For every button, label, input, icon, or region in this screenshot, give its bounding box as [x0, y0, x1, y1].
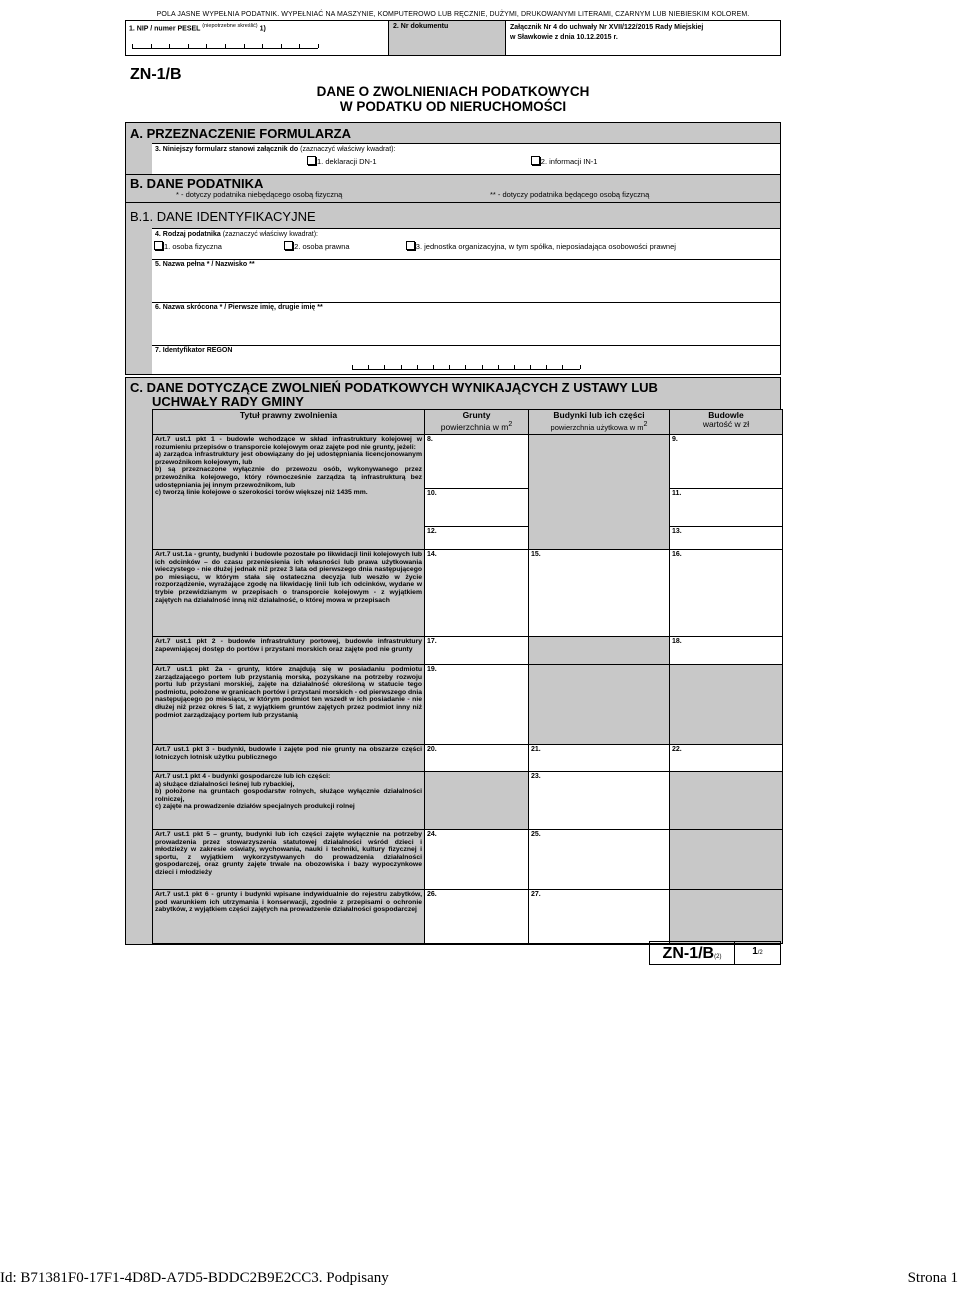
- checkbox-in1[interactable]: [531, 156, 540, 165]
- cell-21[interactable]: 21.: [529, 745, 670, 772]
- row-7-description: Art.7 ust.1 pkt 5 – grunty, budynki lub ich części zajęte wyłącznie na potrzeby prowadzenia przez stowarzyszenia statutowej działalności wśród dzieci i młodzieży w zakresie oświaty, wychowania, nauki i techniki, kultury fizycznej i sportu, z wyjątkiem wykorzystywanych do prowadzenia działalności gospodarczej, oraz grunty zajęte trwale na obozowiska i bazy wypoczynkowe dzieci i młodzieży: [153, 830, 425, 890]
- title-line-2: W PODATKU OD NIERUCHOMOŚCI: [339, 99, 567, 114]
- form-page: [125, 10, 781, 945]
- field-5-label: 5. Nazwa pełna * / Nazwisko **: [155, 261, 255, 268]
- cell-blocked-1: [529, 435, 670, 550]
- cell-23[interactable]: 23.: [529, 772, 670, 830]
- form-code: ZN-1/B: [130, 66, 182, 83]
- cell-16[interactable]: 16.: [670, 550, 783, 637]
- table-row: [153, 830, 783, 890]
- option-in1-label: 2. informacji IN-1: [540, 157, 598, 166]
- footer-form-code: ZN-1/B(2): [650, 942, 735, 964]
- cell-blocked-7: [670, 830, 783, 890]
- cell-blocked-2: [529, 637, 670, 665]
- note-legal-entity: * - dotyczy podatnika niebędącego osobą fizyczną: [176, 190, 343, 199]
- cell-17[interactable]: 17.: [425, 637, 529, 665]
- cell-8[interactable]: 8.: [425, 435, 529, 489]
- field-5-full-name[interactable]: [152, 259, 780, 302]
- cell-18[interactable]: 18.: [670, 637, 783, 665]
- cell-15[interactable]: 15.: [529, 550, 670, 637]
- option-natural-person: 1. osoba fizyczna: [164, 242, 222, 251]
- top-instruction: POLA JASNE WYPEŁNIA PODATNIK. WYPEŁNIAĆ NA MASZYNIE, KOMPUTEROWO LUB RĘCZNIE, DUŻYMI, DRUKOWANYMI LITERAMI, CZARNYM LUB NIEBIESKIM KOLOREM.: [156, 11, 750, 18]
- table-row: [153, 665, 783, 745]
- option-legal-person: 2. osoba prawna: [294, 242, 350, 251]
- table-row: [153, 745, 783, 772]
- row-3-description: Art.7 ust.1 pkt 2 - budowle infrastruktury portowej, budowle infrastruktury zapewniającej dostęp do portów i przystani morskich oraz zajęte pod nie grunty: [153, 637, 425, 665]
- checkbox-legal-person[interactable]: [284, 241, 293, 250]
- attachment-info: [506, 21, 780, 55]
- cell-blocked-6: [670, 772, 783, 830]
- cell-blocked-8: [670, 890, 783, 944]
- col-header-land: Grunty powierzchnia w $m^2$: [425, 410, 529, 435]
- field-6-label: 6. Nazwa skrócona * / Pierwsze imię, drugie imię **: [155, 304, 323, 311]
- note-natural-person: ** - dotyczy podatnika będącego osobą fizyczną: [490, 190, 650, 199]
- cell-blocked-3: [529, 665, 670, 745]
- cell-12[interactable]: 12.: [425, 527, 529, 550]
- col-header-buildings: Budynki lub ich części powierzchnia użytkowa w $m^2$: [529, 410, 670, 435]
- cell-14[interactable]: 14.: [425, 550, 529, 637]
- option-org-unit: 3. jednostka organizacyjna, w tym spółka, nieposiadająca osobowości prawnej: [415, 242, 676, 251]
- title-line-1: DANE O ZWOLNIENIACH PODATKOWYCH: [316, 84, 590, 99]
- table-header-row: [153, 410, 783, 435]
- footer-box: [649, 941, 781, 965]
- cell-13[interactable]: 13.: [670, 527, 783, 550]
- section-a-title: A. PRZEZNACZENIE FORMULARZA: [130, 126, 351, 141]
- nip-label: 1. NIP / numer PESEL: [129, 25, 201, 33]
- doc-label: 2. Nr dokumentu: [393, 23, 449, 30]
- cell-20[interactable]: 20.: [425, 745, 529, 772]
- page-label: Strona 1: [907, 1270, 958, 1286]
- field-7-regon[interactable]: [152, 345, 780, 374]
- section-b-title: B. DANE PODATNIKA: [130, 176, 264, 191]
- table-row: [153, 550, 783, 637]
- cell-19[interactable]: 19.: [425, 665, 529, 745]
- cell-27[interactable]: 27.: [529, 890, 670, 944]
- section-c-title-line-1: C. DANE DOTYCZĄCE ZWOLNIEŃ PODATKOWYCH WYNIKAJĄCYCH Z USTAWY LUB: [130, 380, 658, 395]
- row-6-description: Art.7 ust.1 pkt 4 - budynki gospodarcze lub ich części: a) służące działalności leśnej lub rybackiej, b) położone na gruntach gospodarstw rolnych, służące wyłącznie działalności rolniczej, c) zajęte na prowadzenie działów specjalnych produkcji rolnej: [153, 772, 425, 830]
- table-row: [153, 772, 783, 830]
- field-4-label: 4. Rodzaj podatnika: [155, 231, 221, 238]
- nip-field[interactable]: [126, 21, 389, 55]
- cell-26[interactable]: 26.: [425, 890, 529, 944]
- table-row: [153, 890, 783, 944]
- field-3-hint: (zaznaczyć właściwy kwadrat):: [300, 146, 396, 153]
- checkbox-dn1[interactable]: [307, 156, 316, 165]
- col-header-title: Tytuł prawny zwolnienia: [153, 410, 425, 435]
- field-7-label: 7. Identyfikator REGON: [155, 347, 233, 354]
- field-3: [152, 143, 780, 174]
- cell-22[interactable]: 22.: [670, 745, 783, 772]
- section-c-title: [126, 378, 780, 409]
- cell-24[interactable]: 24.: [425, 830, 529, 890]
- row-5-description: Art.7 ust.1 pkt 3 - budynki, budowle i zajęte pod nie grunty na obszarze części lotniczych lotnisk użytku publicznego: [153, 745, 425, 772]
- row-4-description: Art.7 ust.1 pkt 2a - grunty, które znajdują się w posiadaniu podmiotu zarządzającego portem lub przystanią morską, pozyskane na potrzeby rozwoju portu lub przystani morskiej, zajęte na działalność określoną w statucie tego podmiotu, położone w granicach portów i przystani morskich - od pierwszego dnia następującego po miesiącu, w którym podmiot ten wszedł w ich posiadanie - nie dłużej niż przez okres 5 lat, z wyjątkiem gruntów zajętych przez podmiot inny niż podmiot zarządzający portem lub przystanią: [153, 665, 425, 745]
- attachment-line-2: w Sławkowie z dnia 10.12.2015 r.: [510, 34, 618, 41]
- section-b: [125, 175, 781, 375]
- header-row: [125, 20, 781, 56]
- form-title: [125, 84, 781, 114]
- attachment-line-1: Załącznik Nr 4 do uchwały Nr XVII/122/2015 Rady Miejskiej: [510, 24, 704, 31]
- table-row: [153, 435, 783, 489]
- row-1-description: Art.7 ust.1 pkt 1 - budowle wchodzące w skład infrastruktury kolejowej w rozumieniu przepisów o transporcie kolejowym oraz zajęte pod nie grunty, jeżeli: a) zarządca infrastruktury jest obowiązany do jej udostępniania licencjonowanym przewoźnikom kolejowym, lub b) są przeznaczone wyłącznie do przewozu osób, wykonywanego przez przewoźnika kolejowego, który równocześnie zarządza tą infrastrukturą bez udostępniania jej innym przewoźnikom, lub c) tworzą linie kolejowe o szerokości torów większej niż 1435 mm.: [153, 435, 425, 550]
- row-2-description: Art.7 ust.1a - grunty, budynki i budowle pozostałe po likwidacji linii kolejowych lub ich odcinków – do czasu przeniesienia ich własności lub prawa użytkowania wieczystego - nie dłużej jednak niż przez 3 lata od pierwszego dnia następującego po miesiącu, w którym stała się ostateczna decyzja lub weszło w życie rozporządzenie, wyrażające zgodę na likwidację linii lub ich odcinków, wydane w trybie przewidzianym w przepisach o transporcie kolejowym - z wyjątkiem zajętych na działalność inną niż działalność, o której mowa w przepisach: [153, 550, 425, 637]
- nip-note: (niepotrzebne skreślić): [202, 23, 258, 29]
- cell-10[interactable]: 10.: [425, 489, 529, 527]
- option-dn1-label: 1. deklaracji DN-1: [317, 157, 377, 166]
- section-c-title-line-2: UCHWAŁY RADY GMINY: [152, 394, 304, 409]
- checkbox-natural-person[interactable]: [154, 241, 163, 250]
- exemptions-table: [152, 409, 783, 944]
- cell-25[interactable]: 25.: [529, 830, 670, 890]
- table-row: [153, 637, 783, 665]
- nip-tick-boxes: [132, 43, 318, 49]
- field-3-label: 3. Niniejszy formularz stanowi załącznik do: [155, 146, 299, 153]
- col-header-structures: Budowle wartość w zł: [670, 410, 783, 435]
- cell-9[interactable]: 9.: [670, 435, 783, 489]
- section-c: [125, 377, 781, 945]
- signature-id-line: Id: B71381F0-17F1-4D8D-A7D5-BDDC2B9E2CC3. Podpisany: [0, 1270, 389, 1286]
- regon-tick-boxes: [352, 364, 580, 370]
- footer-page-number: 1/2: [752, 946, 763, 957]
- document-number-field: [389, 21, 506, 55]
- field-4: [152, 228, 780, 259]
- cell-blocked-4: [670, 665, 783, 745]
- section-a: [125, 122, 781, 175]
- row-8-description: Art.7 ust.1 pkt 6 - grunty i budynki wpisane indywidualnie do rejestru zabytków, pod warunkiem ich utrzymania i konserwacji, zgodnie z przepisami o ochronie zabytków, z wyjątkiem części zajętych na prowadzenie działalności gospodarczej: [153, 890, 425, 944]
- field-4-hint: (zaznaczyć właściwy kwadrat):: [222, 231, 318, 238]
- nip-suffix: 1): [259, 25, 266, 33]
- cell-11[interactable]: 11.: [670, 489, 783, 527]
- checkbox-org-unit[interactable]: [406, 241, 415, 250]
- cell-blocked-5: [425, 772, 529, 830]
- section-b1-title: B.1. DANE IDENTYFIKACYJNE: [126, 202, 780, 228]
- field-6-short-name[interactable]: [152, 302, 780, 345]
